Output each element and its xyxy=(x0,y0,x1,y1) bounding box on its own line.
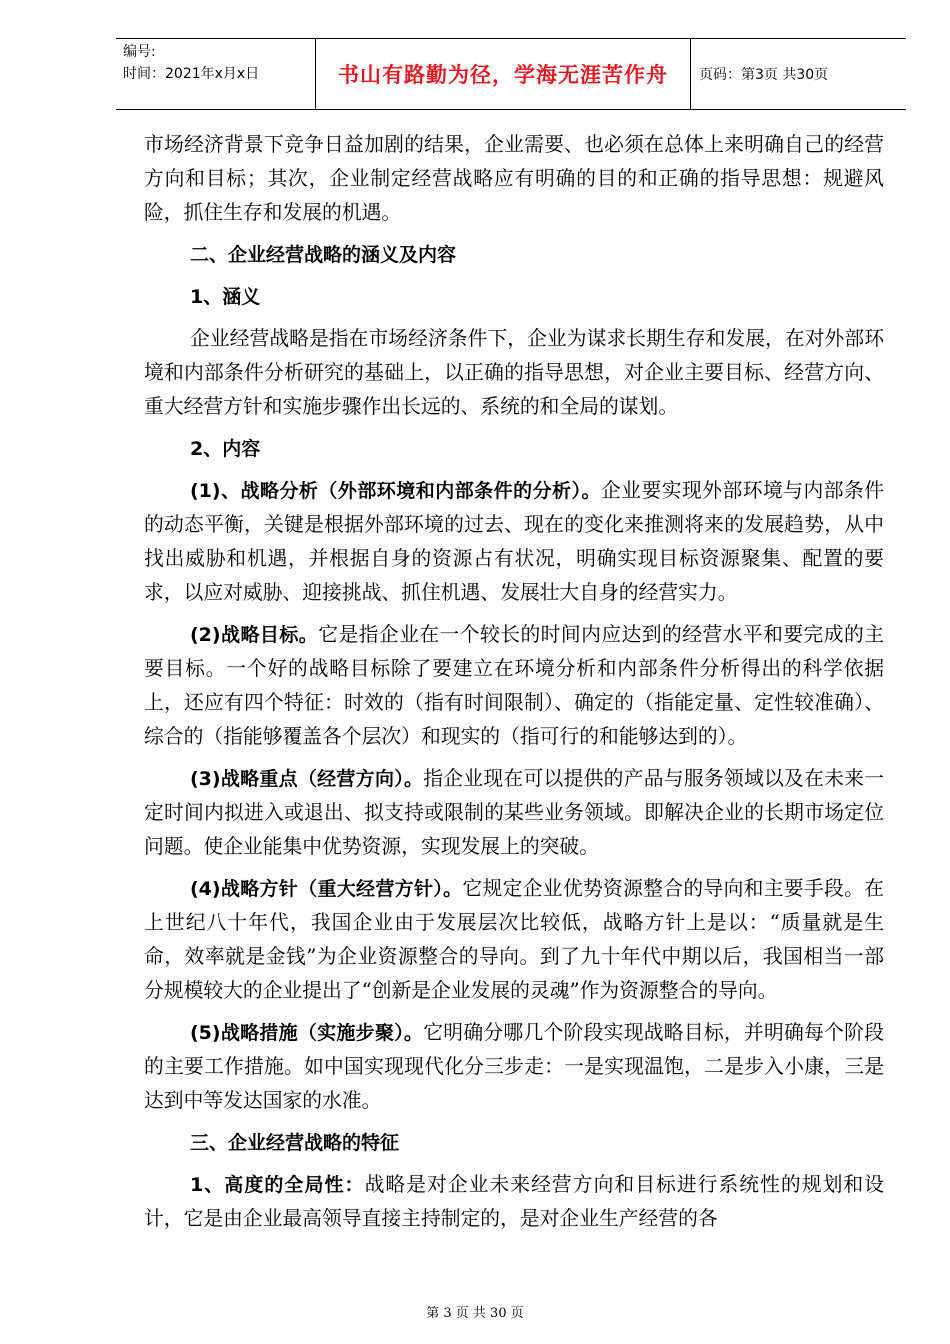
feature-item-1-text: 战略是对企业未来经营方向和目标进行系统性的规划和设计，它是由企业最高领导直接主持制定的，是对企业生产经营的各 xyxy=(144,1173,884,1230)
content-item-5-lead: (5)战略措施（实施步聚）。 xyxy=(190,1022,424,1044)
header-motto: 书山有路勤为径，学海无涯苦作舟 xyxy=(316,39,691,109)
content-item-4-lead: (4)战略方针（重大经营方针）。 xyxy=(190,878,463,900)
content-item-4-text: 它规定企业优势资源整合的导向和主要手段。在上世纪八十年代，我国企业由于发展层次比较低，战略方针上是以：“质量就是生命，效率就是金钱”为企业资源整合的导向。到了九十年代中期以后，我国相当一部分规模较大的企业提出了“创新是企业发展的灵魂”作为资源整合的导向。 xyxy=(144,877,884,1002)
content-item-3-lead: (3)战略重点（经营方向）。 xyxy=(190,768,424,790)
feature-item-1 xyxy=(144,1168,884,1236)
section-heading-2: 二、企业经营战略的涵义及内容 xyxy=(190,244,457,266)
paragraph-meaning: 企业经营战略是指在市场经济条件下，企业为谋求长期生存和发展，在对外部环境和内部条件分析研究的基础上，以正确的指导思想，对企业主要目标、经营方向、重大经营方针和实施步骤作出长远的、系统的和全局的谋划。 xyxy=(144,327,884,418)
content-item-2 xyxy=(144,618,884,754)
subheading-content: 2、内容 xyxy=(190,438,261,460)
content-item-3 xyxy=(144,762,884,864)
content-item-2-text: 它是指企业在一个较长的时间内应达到的经营水平和要完成的主要目标。一个好的战略目标除了要建立在环境分析和内部条件分析得出的科学依据上，还应有四个特征：时效的（指有时间限制）、确定的（指能定量、定性较准确）、综合的（指能够覆盖各个层次）和现实的（指可行的和能够达到的）。 xyxy=(144,623,884,748)
header-meta xyxy=(116,39,316,109)
content-item-1 xyxy=(144,474,884,610)
content-item-5 xyxy=(144,1016,884,1118)
content-item-5-text: 它明确分哪几个阶段实现战略目标，并明确每个阶段的主要工作措施。如中国实现现代化分三步走：一是实现温饱，二是步入小康，三是达到中等发达国家的水准。 xyxy=(144,1021,884,1112)
content-item-3-text: 指企业现在可以提供的产品与服务领域以及在未来一定时间内拟进入或退出、拟支持或限制的某些业务领域。即解决企业的长期市场定位问题。使企业能集中优势资源，实现发展上的突破。 xyxy=(144,767,884,858)
content-item-1-lead: (1)、战略分析（外部环境和内部条件的分析）。 xyxy=(190,480,601,502)
document-number-label: 编号: xyxy=(123,44,156,60)
content-item-2-lead: (2)战略目标。 xyxy=(190,624,319,646)
section-heading-3: 三、企业经营战略的特征 xyxy=(190,1132,400,1154)
subheading-meaning: 1、涵义 xyxy=(190,286,261,308)
document-body xyxy=(144,128,884,1236)
paragraph-continued: 市场经济背景下竞争日益加剧的结果，企业需要、也必须在总体上来明确自己的经营方向和目标；其次，企业制定经营战略应有明确的目的和正确的指导思想：规避风险，抓住生存和发展的机遇。 xyxy=(144,133,884,224)
header-page-label: 页码：第3页 共30页 xyxy=(699,67,829,83)
document-time-label: 时间：2021年x月x日 xyxy=(123,66,260,82)
page-header xyxy=(116,38,906,110)
content-item-4 xyxy=(144,872,884,1008)
page-footer: 第 3 页 共 30 页 xyxy=(426,1306,524,1321)
feature-item-1-lead: 1、高度的全局性： xyxy=(190,1174,365,1196)
content-item-1-text: 企业要实现外部环境与内部条件的动态平衡，关键是根据外部环境的过去、现在的变化来推测将来的发展趋势，从中找出威胁和机遇，并根据自身的资源占有状况，明确实现目标资源聚集、配置的要求，以应对威胁、迎接挑战、抓住机遇、发展壮大自身的经营实力。 xyxy=(144,479,884,604)
